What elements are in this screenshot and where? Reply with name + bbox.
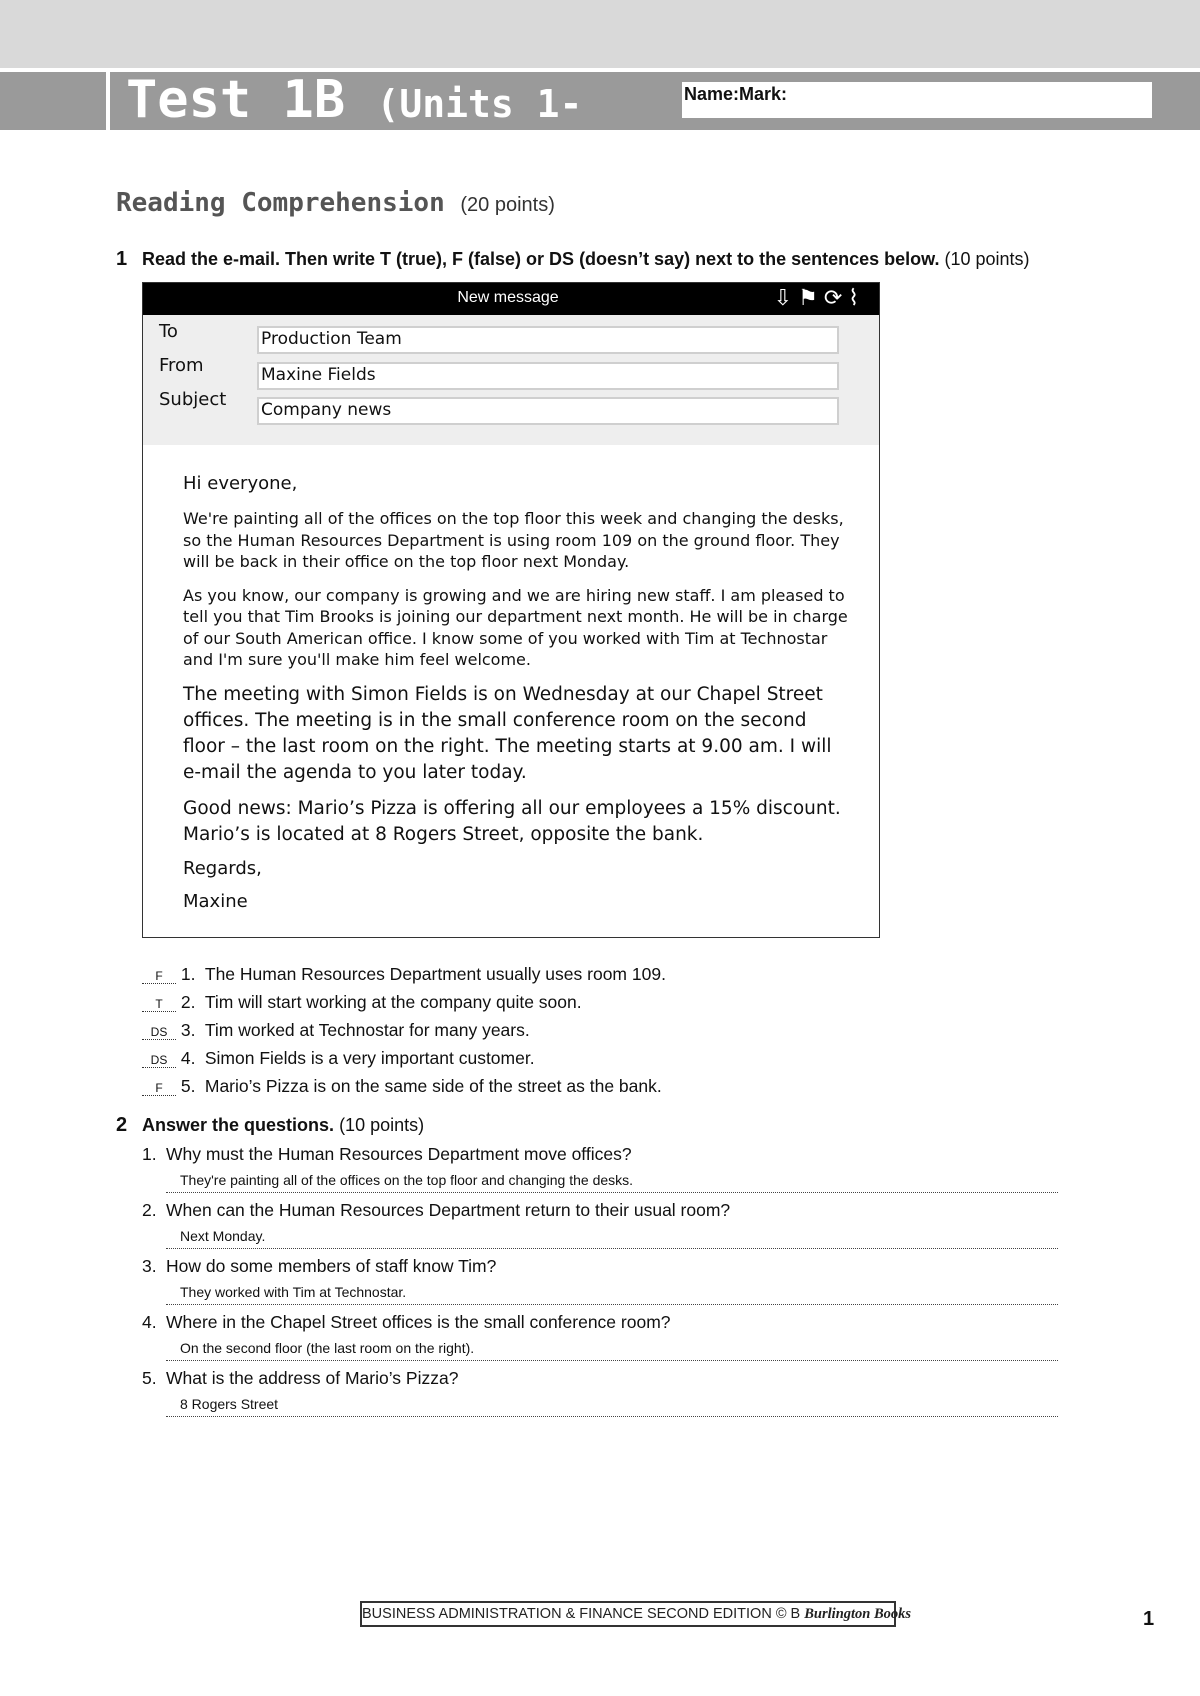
- email-toolbar-icons: [774, 285, 865, 311]
- title-sub: (Units 1-: [376, 82, 583, 126]
- list-item: [142, 1076, 666, 1104]
- question-body: Why must the Human Resources Department move offices?: [166, 1144, 632, 1164]
- question-body: How do some members of staff know Tim?: [166, 1256, 497, 1276]
- item-text: Tim worked at Technostar for many years.: [204, 1020, 530, 1040]
- section-title-a: Reading: [116, 188, 226, 218]
- email-paragraph-2: As you know, our company is growing and we are hiring new staff. I am pleased to tell you that Tim Brooks is joining our department next month. He will be in charge of our South American office. I know some of you worked with Tim at Technostar and I'm sure you'll make him feel welcome.: [183, 585, 848, 669]
- list-item: [142, 1020, 666, 1048]
- answer-blank[interactable]: DS: [142, 1053, 176, 1068]
- answer-line[interactable]: Next Monday.: [166, 1228, 1058, 1249]
- email-window-title: New message: [457, 289, 559, 306]
- from-label: From: [159, 355, 204, 376]
- question-2-instruction: Answer the questions.: [142, 1115, 335, 1135]
- questions-list: [142, 1144, 1058, 1424]
- question-2-number: 2: [116, 1114, 128, 1136]
- question-number: 1.: [142, 1144, 157, 1164]
- question-1-heading: [116, 248, 1030, 271]
- email-signature: Maxine: [183, 890, 248, 912]
- list-item: [142, 1312, 1058, 1368]
- email-greeting: Hi everyone,: [183, 473, 298, 494]
- section-points: (20 points): [460, 194, 555, 216]
- to-label: To: [159, 321, 178, 342]
- question-text: [142, 1256, 1058, 1284]
- list-item: [142, 1256, 1058, 1312]
- email-closing: Regards,: [183, 857, 262, 879]
- question-1-instruction: Read the e-mail. Then write T (true), F (false) or DS (doesn’t say) next to the sentences below.: [142, 249, 940, 269]
- answer-line[interactable]: 8 Rogers Street: [166, 1396, 1058, 1417]
- answer-line[interactable]: On the second floor (the last room on the right).: [166, 1340, 1058, 1361]
- email-paragraph-1: We're painting all of the offices on the top floor this week and changing the desks, so the Human Resources Department is using room 109 on the ground floor. They will be back in their office on the top floor next Monday.: [183, 509, 844, 571]
- footer-copyright: [360, 1601, 912, 1627]
- subject-label: Subject: [159, 389, 227, 410]
- question-number: 3.: [142, 1256, 157, 1276]
- email-title-bar: [143, 283, 879, 315]
- name-mark-field[interactable]: Name:Mark:: [682, 82, 1152, 118]
- header-divider: [106, 72, 110, 130]
- list-item: [142, 1368, 1058, 1424]
- answer-blank[interactable]: T: [142, 997, 176, 1012]
- question-body: What is the address of Mario’s Pizza?: [166, 1368, 459, 1388]
- test-header: [0, 72, 1200, 130]
- item-text: Tim will start working at the company quite soon.: [204, 992, 582, 1012]
- question-1-number: 1: [116, 248, 128, 270]
- question-number: 5.: [142, 1368, 157, 1388]
- to-field[interactable]: Production Team: [257, 326, 839, 354]
- top-band: [0, 0, 1200, 68]
- list-item: [142, 1144, 1058, 1200]
- email-window: [142, 282, 880, 938]
- list-item: [142, 964, 666, 992]
- page-title: [126, 70, 582, 130]
- title-main: Test 1B: [126, 70, 346, 130]
- question-text: [142, 1312, 1058, 1340]
- list-item: [142, 992, 666, 1020]
- question-number: 2.: [142, 1200, 157, 1220]
- email-paragraph-4: Good news: Mario’s Pizza is offering all our employees a 15% discount. Mario’s is located at 8 Rogers Street, opposite the bank.: [183, 797, 841, 845]
- item-number: 2.: [180, 992, 196, 1012]
- question-1-points: (10 points): [944, 249, 1030, 269]
- section-title: [116, 188, 555, 218]
- question-body: When can the Human Resources Department return to their usual room?: [166, 1200, 731, 1220]
- question-text: [142, 1144, 1058, 1172]
- email-body: [183, 473, 853, 912]
- question-text: [142, 1200, 1058, 1228]
- answer-blank[interactable]: F: [142, 969, 176, 984]
- download-arrow-icon[interactable]: ⇩: [773, 285, 799, 310]
- item-number: 1.: [180, 964, 196, 984]
- item-number: 3.: [180, 1020, 196, 1040]
- item-number: 4.: [180, 1048, 196, 1068]
- item-text: Mario’s Pizza is on the same side of the street as the bank.: [204, 1076, 662, 1096]
- sync-icon[interactable]: ⟳: [823, 285, 849, 310]
- true-false-list: [142, 964, 666, 1104]
- section-title-b: Comprehension: [241, 188, 445, 218]
- from-field[interactable]: Maxine Fields: [257, 362, 839, 390]
- flag-icon[interactable]: ⚑: [798, 285, 824, 310]
- email-paragraph-3: The meeting with Simon Fields is on Wednesday at our Chapel Street offices. The meeting is in the small conference room on the second floor – the last room on the right. The meeting starts at 9.00 am. I will e-mail the agenda to you later today.: [183, 683, 832, 783]
- list-item: [142, 1200, 1058, 1256]
- question-text: [142, 1368, 1058, 1396]
- footer-text: BUSINESS ADMINISTRATION & FINANCE SECOND EDITION © B: [362, 1606, 801, 1622]
- question-2-points: (10 points): [339, 1115, 425, 1135]
- page-number: 1: [1143, 1608, 1155, 1630]
- answer-blank[interactable]: F: [142, 1081, 176, 1096]
- header-left-block: [0, 72, 106, 130]
- publisher-logo-text: Burlington Books: [804, 1606, 912, 1622]
- answer-line[interactable]: They worked with Tim at Technostar.: [166, 1284, 1058, 1305]
- item-text: The Human Resources Department usually uses room 109.: [204, 964, 666, 984]
- email-header-fields: [143, 315, 879, 445]
- item-text: Simon Fields is a very important customer.: [204, 1048, 535, 1068]
- list-item: [142, 1048, 666, 1076]
- question-body: Where in the Chapel Street offices is the small conference room?: [166, 1312, 671, 1332]
- answer-line[interactable]: They're painting all of the offices on the top floor and changing the desks.: [166, 1172, 1058, 1193]
- item-number: 5.: [180, 1076, 196, 1096]
- answer-blank[interactable]: DS: [142, 1025, 176, 1040]
- subject-field[interactable]: Company news: [257, 397, 839, 425]
- question-2-heading: [116, 1114, 424, 1137]
- paperclip-icon[interactable]: ⌇: [848, 285, 865, 310]
- question-number: 4.: [142, 1312, 157, 1332]
